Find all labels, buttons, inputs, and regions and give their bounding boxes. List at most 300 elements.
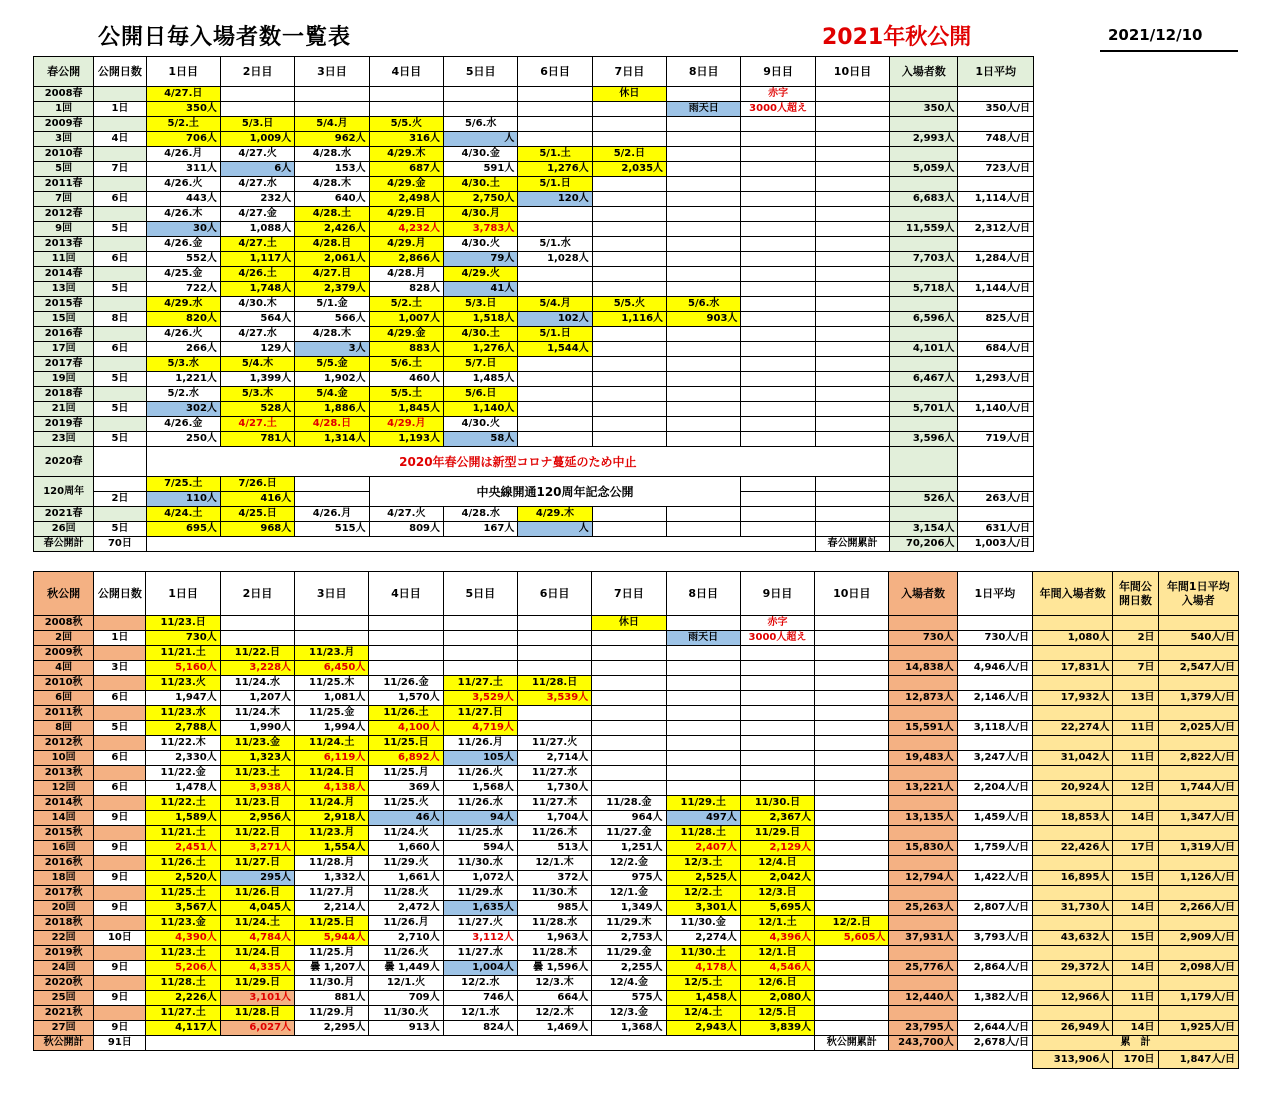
date-cell: 4/25.金 xyxy=(146,267,220,282)
table-row xyxy=(34,417,1034,432)
count-cell: 1,072人 xyxy=(443,871,517,886)
count-cell xyxy=(815,871,889,886)
date-cell: 12/1.土 xyxy=(740,916,814,931)
date-cell: 11/29.木 xyxy=(592,916,666,931)
count-cell: 41人 xyxy=(443,282,517,297)
annual-header: 年間公開日数 xyxy=(1113,572,1158,616)
avg-cell: 1,759人/日 xyxy=(957,841,1032,856)
date-cell: 12/5.日 xyxy=(740,1006,814,1021)
date-cell: 休日 xyxy=(592,616,666,631)
total-cell-top xyxy=(890,417,958,432)
annual-total: 22,426人 xyxy=(1033,841,1113,856)
year-label: 2018春 xyxy=(34,387,94,402)
days-cell: 6日 xyxy=(94,781,146,796)
round-label: 17回 xyxy=(34,342,94,357)
date-cell xyxy=(740,646,814,661)
count-cell: 1,990人 xyxy=(220,721,294,736)
table-row xyxy=(34,267,1034,282)
total-cell-top xyxy=(890,357,958,372)
date-cell: 4/27.日 xyxy=(295,267,369,282)
avg-cell-top xyxy=(957,856,1032,871)
date-cell xyxy=(518,387,592,402)
annual-avg: 1,179人/日 xyxy=(1158,991,1238,1006)
annual-total: 17,831人 xyxy=(1033,661,1113,676)
avg-cell-top xyxy=(957,916,1032,931)
annual-avg: 2,266人/日 xyxy=(1158,901,1238,916)
avg-cell xyxy=(958,447,1034,477)
table-row xyxy=(34,177,1034,192)
date-cell xyxy=(741,177,815,192)
date-cell: 11/29.日 xyxy=(740,826,814,841)
table-row xyxy=(34,841,1239,856)
date-cell: 4/26.火 xyxy=(146,327,220,342)
annual-top xyxy=(1113,1006,1158,1021)
total-cell-top xyxy=(890,237,958,252)
date-cell: 5/1.水 xyxy=(518,237,592,252)
date-cell: 5/1.日 xyxy=(518,327,592,342)
year-label: 2016秋 xyxy=(34,856,94,871)
column-header: 3日目 xyxy=(295,57,369,87)
date-cell: 4/30.土 xyxy=(443,177,517,192)
count-cell: 1,568人 xyxy=(443,781,517,796)
avg-cell: 1,382人/日 xyxy=(957,991,1032,1006)
annual-avg: 2,547人/日 xyxy=(1158,661,1238,676)
table-row xyxy=(34,766,1239,781)
avg-cell-top xyxy=(958,87,1034,102)
date-cell: 12/6.日 xyxy=(740,976,814,991)
count-cell xyxy=(741,402,815,417)
count-cell xyxy=(220,631,294,646)
days-cell-top xyxy=(94,207,146,222)
date-cell xyxy=(741,147,815,162)
column-header: 8日目 xyxy=(666,572,740,616)
date-cell xyxy=(517,706,591,721)
count-cell: 6,892人 xyxy=(369,751,443,766)
date-cell xyxy=(815,736,889,751)
date-cell: 11/25.土 xyxy=(146,886,220,901)
count-cell: 3000人超え xyxy=(740,631,814,646)
count-cell: 1,554人 xyxy=(295,841,369,856)
date-cell: 12/1.水 xyxy=(443,1006,517,1021)
annual-top xyxy=(1033,646,1113,661)
date-cell: 11/23.日 xyxy=(220,796,294,811)
count-cell xyxy=(518,222,592,237)
cumulative-total: 70,206人 xyxy=(890,537,958,552)
spring-table xyxy=(33,56,1034,552)
count-cell: 4,045人 xyxy=(220,901,294,916)
table-row xyxy=(34,961,1239,976)
count-cell: 2,214人 xyxy=(295,901,369,916)
date-cell xyxy=(815,946,889,961)
days-cell: 5日 xyxy=(94,721,146,736)
count-cell xyxy=(592,631,666,646)
count-cell: 591人 xyxy=(443,162,517,177)
days-cell: 6日 xyxy=(94,342,146,357)
header-row xyxy=(34,572,1239,616)
avg-cell-top xyxy=(957,736,1032,751)
table-row xyxy=(34,676,1239,691)
annual-total: 31,730人 xyxy=(1033,901,1113,916)
date-cell xyxy=(667,267,741,282)
date-cell: 11/24.火 xyxy=(369,826,443,841)
total-cell: 25,263人 xyxy=(889,901,957,916)
count-cell: 4,100人 xyxy=(369,721,443,736)
date-cell xyxy=(815,87,889,102)
count-cell xyxy=(815,961,889,976)
date-cell: 5/6.日 xyxy=(443,387,517,402)
date-cell: 11/24.月 xyxy=(295,796,369,811)
days-cell-top xyxy=(94,1006,146,1021)
round-label: 24回 xyxy=(34,961,94,976)
count-cell: 2,472人 xyxy=(369,901,443,916)
days-cell-top xyxy=(94,676,146,691)
total-cell: 730人 xyxy=(889,631,957,646)
avg-cell: 723人/日 xyxy=(958,162,1034,177)
count-cell xyxy=(518,432,592,447)
round-label: 25回 xyxy=(34,991,94,1006)
avg-cell: 2,312人/日 xyxy=(958,222,1034,237)
date-cell: 11/26.月 xyxy=(443,736,517,751)
total-cell-top xyxy=(890,387,958,402)
count-cell xyxy=(667,342,741,357)
total-cell-top xyxy=(889,796,957,811)
days-cell: 5日 xyxy=(94,432,146,447)
count-cell: 1,009人 xyxy=(220,132,294,147)
count-cell: 4,232人 xyxy=(369,222,443,237)
count-cell xyxy=(741,222,815,237)
avg-cell: 631人/日 xyxy=(958,522,1034,537)
days-cell-top xyxy=(94,357,146,372)
year-label: 2020秋 xyxy=(34,976,94,991)
total-cell: 4,101人 xyxy=(890,342,958,357)
avg-cell: 2,204人/日 xyxy=(957,781,1032,796)
count-cell: 594人 xyxy=(443,841,517,856)
count-cell xyxy=(815,1021,889,1036)
date-cell: 4/28.日 xyxy=(295,417,369,432)
year-label: 2019秋 xyxy=(34,946,94,961)
cumulative-avg: 2,678人/日 xyxy=(957,1036,1032,1051)
avg-cell-top xyxy=(957,946,1032,961)
date-cell: 11/23.土 xyxy=(220,766,294,781)
count-cell: 1,276人 xyxy=(518,162,592,177)
count-cell xyxy=(592,342,666,357)
count-cell xyxy=(667,162,741,177)
empty-cell xyxy=(741,477,815,492)
days-cell: 6日 xyxy=(94,252,146,267)
date-cell: 11/23.土 xyxy=(146,946,220,961)
total-cell-top xyxy=(889,616,957,631)
table-row xyxy=(34,102,1034,117)
count-cell xyxy=(518,282,592,297)
date-cell xyxy=(815,706,889,721)
count-cell: 4,784人 xyxy=(220,931,294,946)
date-cell: 11/28.木 xyxy=(517,946,591,961)
table-row xyxy=(34,631,1239,646)
date-cell: 4/30.木 xyxy=(220,297,294,312)
date-cell: 11/30.木 xyxy=(517,886,591,901)
count-cell: 1,458人 xyxy=(666,991,740,1006)
count-cell: 746人 xyxy=(443,991,517,1006)
date-cell xyxy=(518,207,592,222)
annual-days: 17日 xyxy=(1113,841,1158,856)
cumulative-label: 秋公開累計 xyxy=(815,1036,889,1051)
date-cell xyxy=(518,117,592,132)
date-cell: 11/29.月 xyxy=(295,1006,369,1021)
count-cell: 1,028人 xyxy=(518,252,592,267)
year-label: 2020春 xyxy=(34,447,94,477)
date-cell xyxy=(741,357,815,372)
date-cell xyxy=(741,417,815,432)
date-cell: 5/5.火 xyxy=(369,117,443,132)
date-cell: 11/24.日 xyxy=(295,766,369,781)
count-cell: 903人 xyxy=(667,312,741,327)
annual-days: 11日 xyxy=(1113,751,1158,766)
table-row xyxy=(34,1021,1239,1036)
round-label: 16回 xyxy=(34,841,94,856)
date-cell: 休日 xyxy=(592,87,666,102)
column-header: 8日目 xyxy=(667,57,741,87)
date-cell: 11/27.水 xyxy=(443,946,517,961)
count-cell xyxy=(592,372,666,387)
count-cell: 1,007人 xyxy=(369,312,443,327)
count-cell: 曇 1,596人 xyxy=(517,961,591,976)
annual-top xyxy=(1113,946,1158,961)
date-cell: 4/27.土 xyxy=(220,417,294,432)
year-label: 2017春 xyxy=(34,357,94,372)
days-cell-top xyxy=(94,87,146,102)
year-label: 2010秋 xyxy=(34,676,94,691)
date-cell: 4/26.土 xyxy=(220,267,294,282)
count-cell xyxy=(815,721,889,736)
count-cell xyxy=(815,901,889,916)
count-cell: 2,330人 xyxy=(146,751,220,766)
date-cell: 5/6.土 xyxy=(369,357,443,372)
count-cell: 58人 xyxy=(443,432,517,447)
count-cell: 5,695人 xyxy=(740,901,814,916)
days-cell: 9日 xyxy=(94,811,146,826)
date-cell: 11/26.木 xyxy=(517,826,591,841)
count-cell: 1,478人 xyxy=(146,781,220,796)
count-cell: 4,719人 xyxy=(443,721,517,736)
table-row xyxy=(34,432,1034,447)
count-cell xyxy=(667,372,741,387)
table-row xyxy=(34,477,1034,492)
count-cell: 110人 xyxy=(146,492,220,507)
footer-empty xyxy=(146,537,815,552)
count-cell: 2,367人 xyxy=(740,811,814,826)
date-cell: 5/6.水 xyxy=(667,297,741,312)
count-cell xyxy=(741,252,815,267)
count-cell: 3,567人 xyxy=(146,901,220,916)
column-header: 10日目 xyxy=(815,572,889,616)
days-cell-top xyxy=(94,477,146,492)
date-cell: 11/27.火 xyxy=(517,736,591,751)
date-cell: 5/7.日 xyxy=(443,357,517,372)
annual-top xyxy=(1158,946,1238,961)
table-row xyxy=(34,222,1034,237)
date-cell: 5/4.月 xyxy=(518,297,592,312)
total-cell-top xyxy=(890,327,958,342)
avg-cell: 1,422人/日 xyxy=(957,871,1032,886)
round-label: 15回 xyxy=(34,312,94,327)
annual-total: 31,042人 xyxy=(1033,751,1113,766)
date-cell: 12/1.金 xyxy=(592,886,666,901)
round-label: 13回 xyxy=(34,282,94,297)
annual-top xyxy=(1158,796,1238,811)
date-cell: 5/4.木 xyxy=(220,357,294,372)
date-cell: 12/3.金 xyxy=(592,1006,666,1021)
date-cell: 5/6.水 xyxy=(443,117,517,132)
date-cell: 11/28.金 xyxy=(592,796,666,811)
date-cell xyxy=(740,676,814,691)
annual-top xyxy=(1158,856,1238,871)
date-cell: 11/27.土 xyxy=(146,1006,220,1021)
table-row xyxy=(34,736,1239,751)
count-cell: 129人 xyxy=(220,342,294,357)
count-cell: 6,450人 xyxy=(295,661,369,676)
column-header: 6日目 xyxy=(518,57,592,87)
count-cell: 3,271人 xyxy=(220,841,294,856)
date-cell: 11/30.土 xyxy=(666,946,740,961)
count-cell: 4,546人 xyxy=(740,961,814,976)
count-cell: 706人 xyxy=(146,132,220,147)
year-label: 2019春 xyxy=(34,417,94,432)
table-row xyxy=(34,1006,1239,1021)
table-row xyxy=(34,252,1034,267)
round-label: 4回 xyxy=(34,661,94,676)
footer-empty xyxy=(146,1036,815,1051)
avg-cell-top xyxy=(958,357,1034,372)
footer-days: 70日 xyxy=(94,537,146,552)
count-cell: 30人 xyxy=(146,222,220,237)
round-label: 27回 xyxy=(34,1021,94,1036)
year-label: 2014春 xyxy=(34,267,94,282)
date-cell: 5/4.金 xyxy=(295,387,369,402)
empty-cell xyxy=(295,477,369,492)
count-cell: 266人 xyxy=(146,342,220,357)
date-cell: 4/30.金 xyxy=(443,147,517,162)
total-cell-top xyxy=(890,117,958,132)
count-cell: 2,525人 xyxy=(666,871,740,886)
count-cell: 2,426人 xyxy=(295,222,369,237)
days-cell xyxy=(94,447,146,477)
avg-cell: 263人/日 xyxy=(958,492,1034,507)
grand-avg: 1,847人/日 xyxy=(1158,1051,1238,1069)
date-cell xyxy=(518,87,592,102)
date-cell: 11/22.日 xyxy=(220,826,294,841)
cumulative-label: 春公開累計 xyxy=(815,537,889,552)
days-cell-top xyxy=(94,946,146,961)
annual-top xyxy=(1158,676,1238,691)
year-label: 2012秋 xyxy=(34,736,94,751)
date-cell: 5/2.土 xyxy=(146,117,220,132)
date-cell xyxy=(592,646,666,661)
count-cell: 4,117人 xyxy=(146,1021,220,1036)
annual-top xyxy=(1158,826,1238,841)
avg-cell: 3,118人/日 xyxy=(957,721,1032,736)
round-label: 1回 xyxy=(34,102,94,117)
total-cell: 15,830人 xyxy=(889,841,957,856)
count-cell: 350人 xyxy=(146,102,220,117)
table-row xyxy=(34,901,1239,916)
count-cell xyxy=(740,781,814,796)
avg-cell-top xyxy=(958,177,1034,192)
count-cell: 250人 xyxy=(146,432,220,447)
date-cell: 11/27.水 xyxy=(517,766,591,781)
column-header: 公開日数 xyxy=(94,57,146,87)
count-cell: 3,938人 xyxy=(220,781,294,796)
date-cell xyxy=(667,147,741,162)
date-cell xyxy=(815,616,889,631)
table-row xyxy=(34,616,1239,631)
count-cell: 2,226人 xyxy=(146,991,220,1006)
year-label: 2009秋 xyxy=(34,646,94,661)
annual-avg: 540人/日 xyxy=(1158,631,1238,646)
date-cell: 11/25.日 xyxy=(369,736,443,751)
date-cell: 11/26.金 xyxy=(369,676,443,691)
date-cell: 11/26.火 xyxy=(369,946,443,961)
days-cell: 5日 xyxy=(94,522,146,537)
date-cell: 11/24.木 xyxy=(220,706,294,721)
annual-top xyxy=(1113,826,1158,841)
count-cell xyxy=(667,522,741,537)
count-cell: 302人 xyxy=(146,402,220,417)
date-cell xyxy=(592,507,666,522)
count-cell xyxy=(666,721,740,736)
column-header: 10日目 xyxy=(815,57,889,87)
count-cell: 1,660人 xyxy=(369,841,443,856)
date-cell: 11/23.月 xyxy=(295,826,369,841)
avg-cell-top xyxy=(957,766,1032,781)
annual-days: 12日 xyxy=(1113,781,1158,796)
date-cell: 11/23.金 xyxy=(220,736,294,751)
count-cell: 2,129人 xyxy=(740,841,814,856)
days-cell: 7日 xyxy=(94,162,146,177)
year-label: 2008秋 xyxy=(34,616,94,631)
days-cell-top xyxy=(94,766,146,781)
date-cell xyxy=(815,886,889,901)
annual-avg: 2,025人/日 xyxy=(1158,721,1238,736)
avg-cell-top xyxy=(957,676,1032,691)
total-cell-top xyxy=(889,736,957,751)
annual-top xyxy=(1033,796,1113,811)
count-cell: 2,750人 xyxy=(443,192,517,207)
date-cell: 11/25.月 xyxy=(295,946,369,961)
round-label: 10回 xyxy=(34,751,94,766)
count-cell xyxy=(667,222,741,237)
table-row xyxy=(34,991,1239,1006)
date-cell: 11/26.月 xyxy=(369,916,443,931)
date-cell xyxy=(815,237,889,252)
count-cell xyxy=(815,631,889,646)
date-cell: 11/24.土 xyxy=(295,736,369,751)
count-cell xyxy=(592,522,666,537)
annual-avg: 1,379人/日 xyxy=(1158,691,1238,706)
column-header: 入場者数 xyxy=(890,57,958,87)
count-cell: 1,399人 xyxy=(220,372,294,387)
table-row xyxy=(34,327,1034,342)
column-header: 3日目 xyxy=(295,572,369,616)
date-cell xyxy=(666,736,740,751)
count-cell xyxy=(815,372,889,387)
count-cell: 2,379人 xyxy=(295,282,369,297)
count-cell: 1,748人 xyxy=(220,282,294,297)
count-cell: 809人 xyxy=(369,522,443,537)
avg-cell: 748人/日 xyxy=(958,132,1034,147)
round-label: 26回 xyxy=(34,522,94,537)
date-cell: 11/21.土 xyxy=(146,826,220,841)
total-cell-top xyxy=(890,147,958,162)
